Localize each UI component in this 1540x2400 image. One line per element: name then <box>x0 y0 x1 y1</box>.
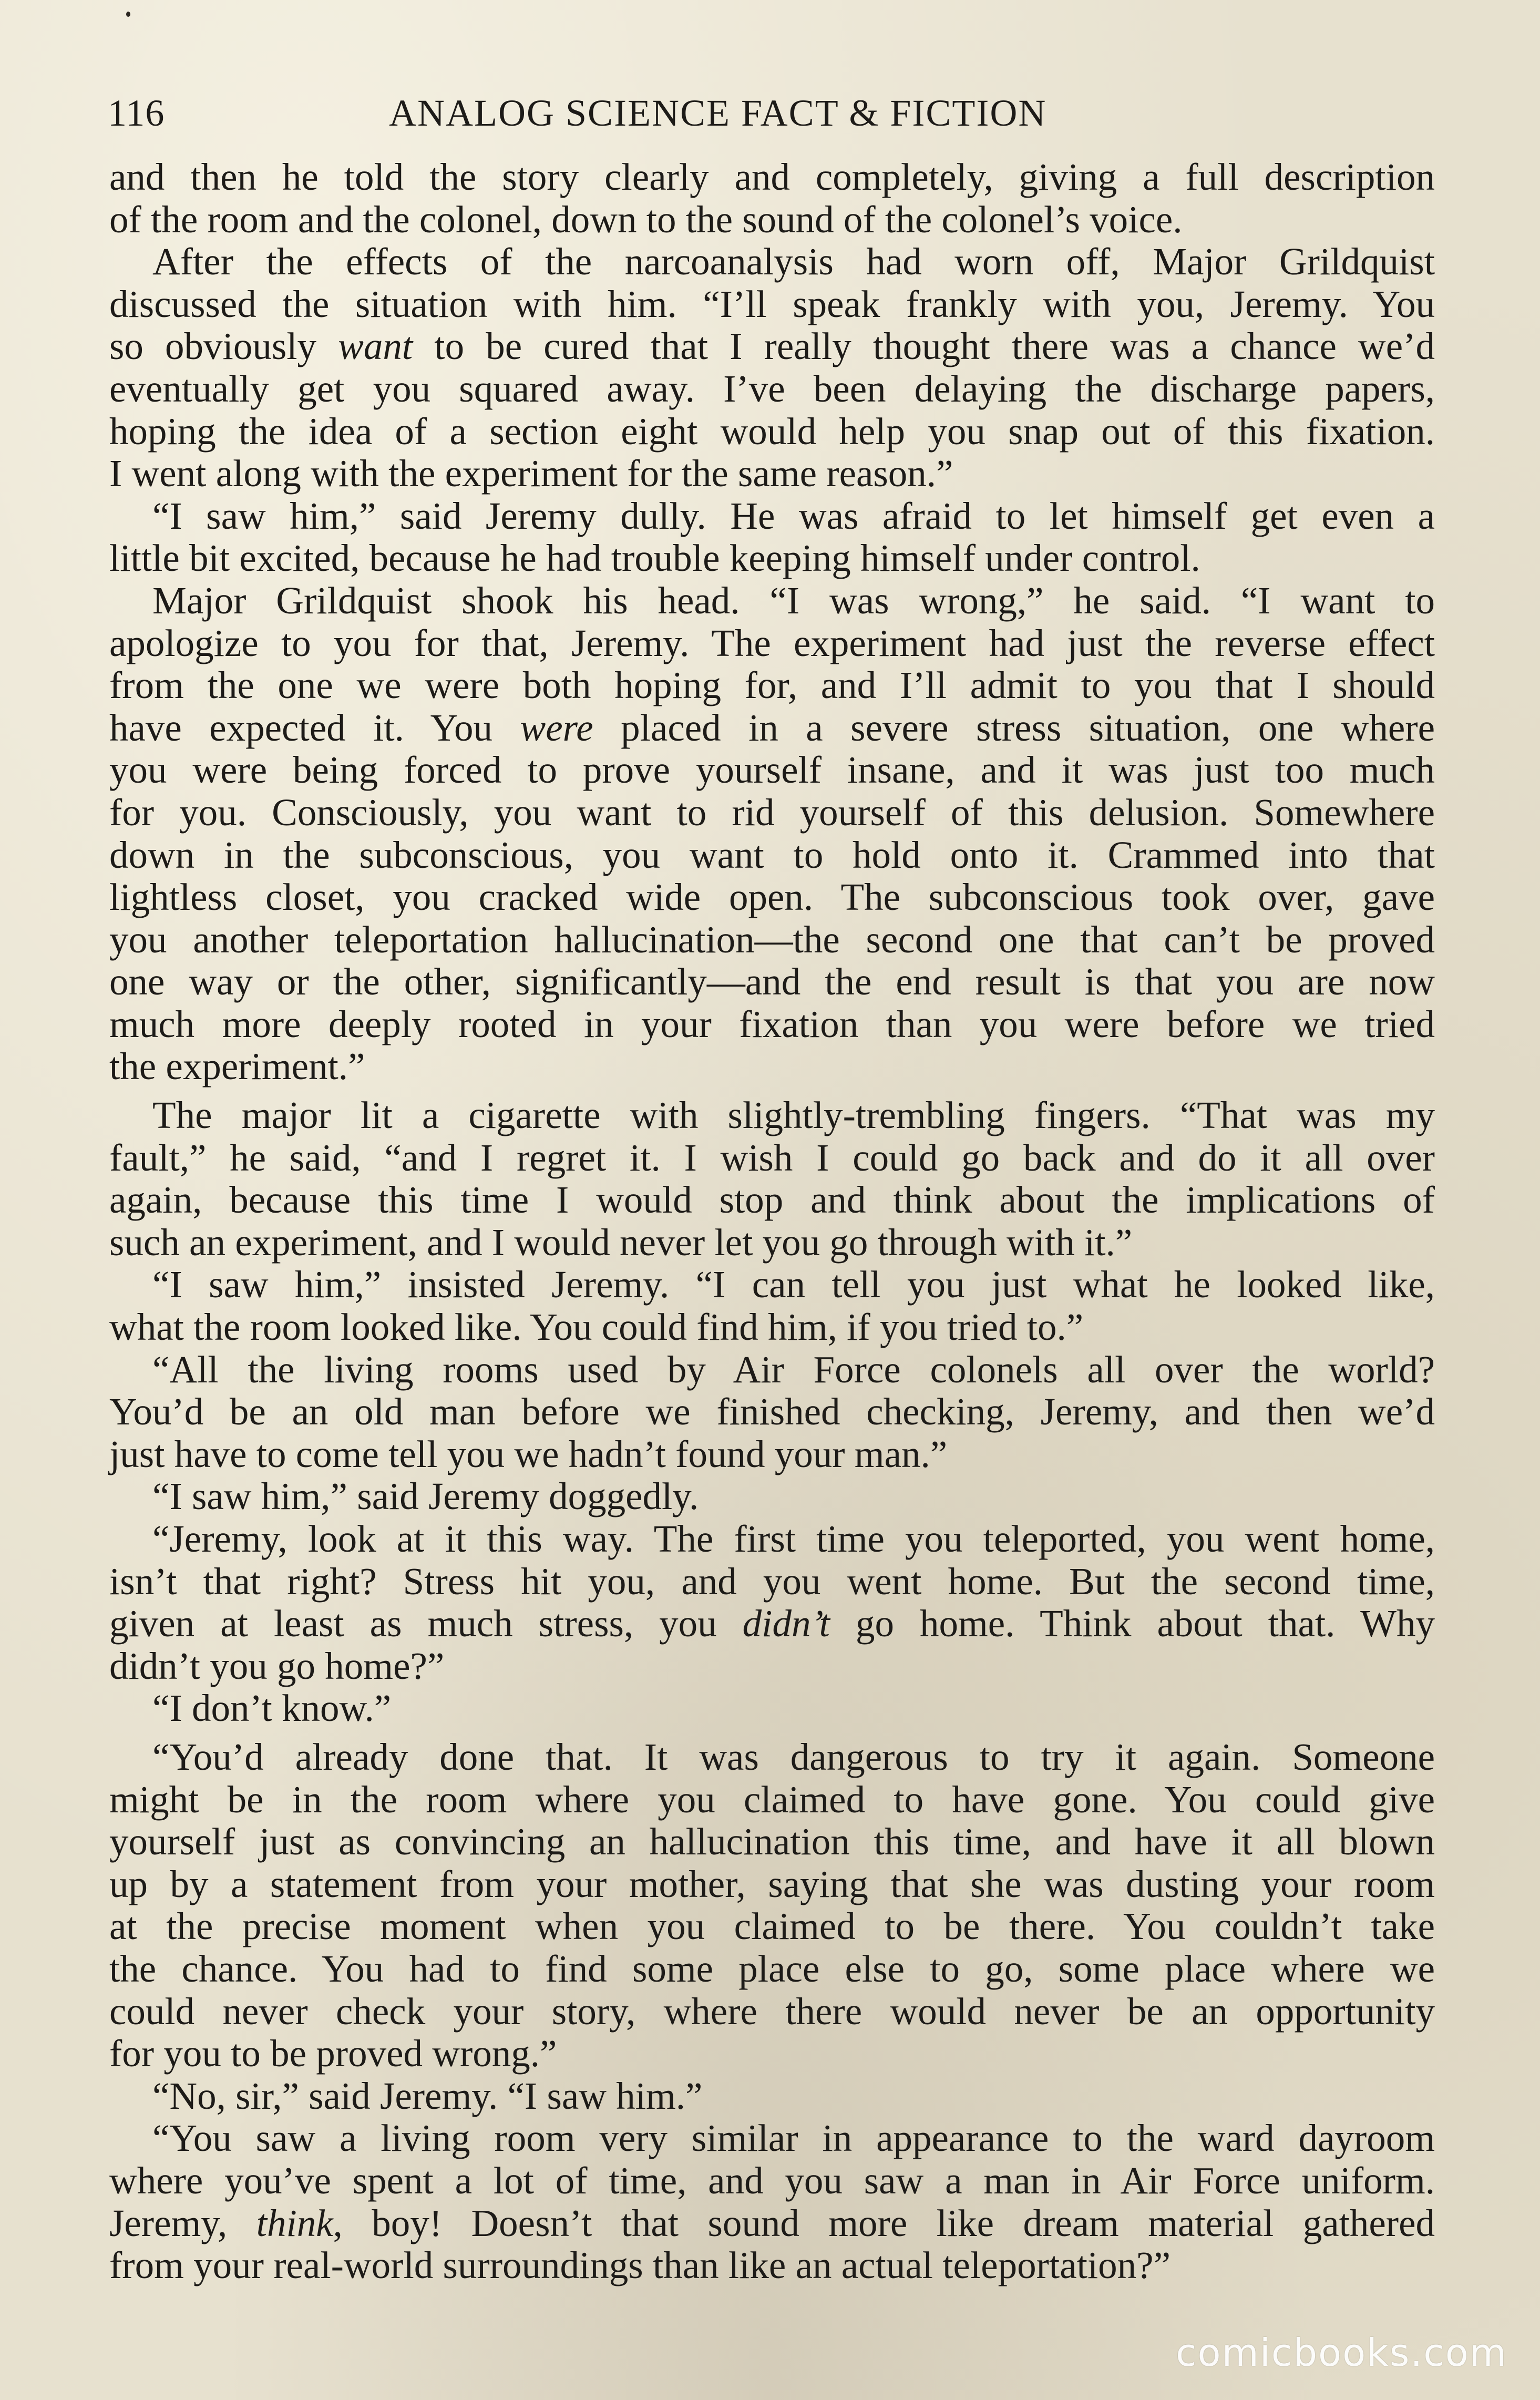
text-line: from your real-world surroundings than like an actual teleportation?” <box>109 2244 1171 2287</box>
text-line: “You saw a living room very similar in appearance to the ward dayroom <box>152 2117 1435 2160</box>
paragraph <box>109 1736 1435 2075</box>
paragraph <box>109 580 1435 1088</box>
text-line: fault,” he said, “and I regret it. I wish I could go back and do it all over <box>109 1136 1435 1179</box>
paragraph <box>109 1687 1435 1730</box>
page-header <box>108 84 1438 142</box>
paragraph <box>109 156 1435 241</box>
paragraph <box>109 2075 1435 2118</box>
text-line: for you to be proved wrong.” <box>109 2032 557 2075</box>
text-line: the experiment.” <box>109 1045 365 1088</box>
text-line: You’d be an old man before we finished checking, Jeremy, and then we’d <box>109 1390 1435 1433</box>
text-line: of the room and the colonel, down to the sound of the colonel’s voice. <box>109 198 1183 241</box>
text-line: could never check your story, where there would never be an opportunity <box>109 1989 1435 2033</box>
paragraph <box>109 1475 1435 1518</box>
text-line: discussed the situation with him. “I’ll speak frankly with you, Jeremy. You <box>109 282 1435 325</box>
text-line: didn’t you go home?” <box>109 1644 445 1687</box>
text-line: down in the subconscious, you want to hold onto it. Crammed into that <box>109 833 1435 876</box>
text-line: so obviously want to be cured that I really thought there was a chance we’d <box>109 325 1435 368</box>
text-line: have expected it. You were placed in a severe stress situation, one where <box>109 706 1435 749</box>
paragraph <box>109 1518 1435 1687</box>
text-line: up by a statement from your mother, saying that she was dusting your room <box>109 1862 1435 1905</box>
text-line: where you’ve spent a lot of time, and you saw a man in Air Force uniform. <box>109 2159 1435 2202</box>
paragraph <box>109 1094 1435 1264</box>
text-line: lightless closet, you cracked wide open. The subconscious took over, gave <box>109 876 1435 919</box>
body-text <box>109 156 1435 2287</box>
text-line: I went along with the experiment for the same reason.” <box>109 452 953 495</box>
text-line: “No, sir,” said Jeremy. “I saw him.” <box>152 2074 703 2117</box>
text-line: given at least as much stress, you didn’t go home. Think about that. Why <box>109 1602 1435 1645</box>
paragraph <box>109 1264 1435 1348</box>
text-line: from the one we were both hoping for, and I’ll admit to you that I should <box>109 664 1435 707</box>
text-line: might be in the room where you claimed to have gone. You could give <box>109 1778 1435 1821</box>
text-line: just have to come tell you we hadn’t found your man.” <box>109 1432 948 1475</box>
text-line: such an experiment, and I would never let you go through with it.” <box>109 1220 1133 1264</box>
text-line: and then he told the story clearly and completely, giving a full description <box>109 156 1435 198</box>
text-line: “I saw him,” insisted Jeremy. “I can tell you just what he looked like, <box>152 1263 1435 1306</box>
text-line: The major lit a cigarette with slightly-trembling fingers. “That was my <box>152 1094 1435 1137</box>
text-line: “Jeremy, look at it this way. The first time you teleported, you went home, <box>152 1517 1435 1560</box>
text-line: again, because this time I would stop and think about the implications of <box>109 1178 1435 1222</box>
ink-speck <box>126 12 130 17</box>
paragraph <box>109 241 1435 495</box>
text-line: one way or the other, significantly—and the end result is that you are now <box>109 960 1435 1003</box>
text-line: hoping the idea of a section eight would help you snap out of this fixation. <box>109 409 1435 453</box>
text-line: for you. Consciously, you want to rid yourself of this delusion. Somewhere <box>109 791 1435 834</box>
page-number: 116 <box>108 92 165 134</box>
text-line: yourself just as convincing an hallucination this time, and have it all blown <box>109 1820 1435 1863</box>
text-line: at the precise moment when you claimed to be there. You couldn’t take <box>109 1905 1435 1948</box>
text-line: you another teleportation hallucination—the second one that can’t be proved <box>109 918 1435 961</box>
text-line: “You’d already done that. It was dangerous to try it again. Someone <box>152 1735 1435 1778</box>
text-line: what the room looked like. You could find him, if you tried to.” <box>109 1306 1084 1349</box>
paragraph <box>109 2117 1435 2286</box>
text-line: you were being forced to prove yourself insane, and it was just too much <box>109 748 1435 792</box>
text-line: eventually get you squared away. I’ve been delaying the discharge papers, <box>109 367 1435 410</box>
text-line: “I saw him,” said Jeremy dully. He was afraid to let himself get even a <box>152 494 1435 537</box>
text-line: After the effects of the narcoanalysis had worn off, Major Grildquist <box>152 240 1435 283</box>
text-line: isn’t that right? Stress hit you, and you went home. But the second time, <box>109 1560 1435 1603</box>
text-line: Jeremy, think, boy! Doesn’t that sound more like dream material gathered <box>109 2201 1435 2244</box>
text-line: little bit excited, because he had trouble keeping himself under control. <box>109 537 1200 580</box>
text-line: apologize to you for that, Jeremy. The experiment had just the reverse effect <box>109 621 1435 664</box>
text-line: the chance. You had to find some place else to go, some place where we <box>109 1947 1435 1990</box>
text-line: “I don’t know.” <box>152 1687 392 1730</box>
text-line: much more deeply rooted in your fixation than you were before we tried <box>109 1002 1435 1045</box>
paragraph <box>109 1349 1435 1476</box>
text-line: “All the living rooms used by Air Force colonels all over the world? <box>152 1348 1435 1391</box>
watermark: comicbooks.com <box>1175 2331 1507 2375</box>
text-line: “I saw him,” said Jeremy doggedly. <box>152 1475 699 1518</box>
paragraph <box>109 495 1435 580</box>
running-head: ANALOG SCIENCE FACT & FICTION <box>389 92 1047 134</box>
text-line: Major Grildquist shook his head. “I was wrong,” he said. “I want to <box>152 579 1435 622</box>
